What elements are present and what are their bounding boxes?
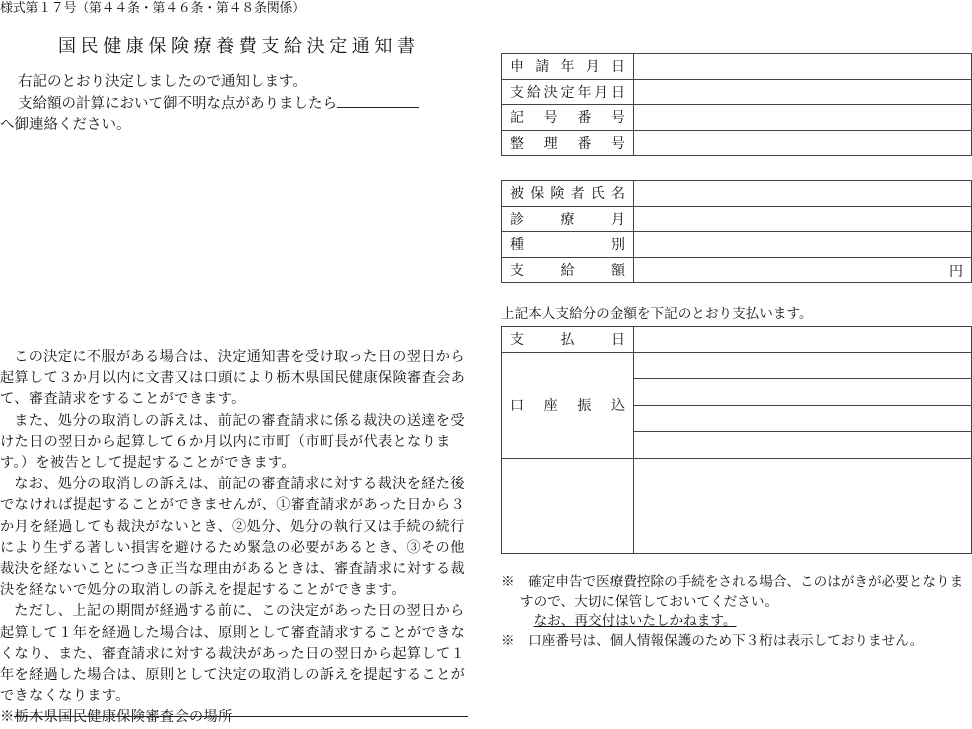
reference-number-field[interactable] [634,130,972,156]
intro-line-2-text: 支給額の計算において御不明な点がありましたら [18,96,337,112]
extra-value-field[interactable] [634,458,972,553]
label-char: 請 [535,59,550,76]
appeal-paragraph-1: この決定に不服がある場合は、決定通知書を受け取った日の翌日から起算して３か月以内に文書又は口頭により栃木県国民健康保険審査会あて、審査請求をすることができます。 [0,349,466,408]
label-char: 決 [543,84,558,101]
appeal-paragraph-2: また、処分の取消しの訴えは、前記の審査請求に係る裁決の送達を受けた日の翌日から起算して６か月以内に市町（市町長が代表となります。）を被告として提起することができます。 [0,412,465,472]
bank-transfer-cell [634,352,972,458]
intro-line-3: へ御連絡ください。 [0,117,131,133]
decision-date-field[interactable] [634,79,972,105]
table-row [502,206,972,232]
label-char: 額 [611,262,625,279]
treatment-month-field[interactable] [634,206,972,232]
row-label [502,181,634,207]
benefit-info-table [501,180,972,283]
intro-line-2 [0,93,480,115]
label-char: 申 [510,59,524,76]
label-char: 番 [577,110,592,127]
label-char: 支 [510,332,524,349]
table-row [502,327,972,353]
notes-section [501,573,972,651]
table-row [502,232,972,258]
label-char: 別 [611,237,625,254]
yen-unit: 円 [949,263,963,280]
row-label [502,327,634,353]
form-number: 様式第１７号（第４４条・第４６条・第４８条関係） [0,1,305,16]
benefit-amount-field[interactable] [634,257,972,283]
row-label [502,105,634,131]
label-char: 月 [611,211,625,228]
label-char: 払 [560,332,575,349]
label-char: 給 [560,262,575,279]
label-char: 日 [610,84,625,101]
label-char: 支 [510,84,524,101]
label-char: 記 [510,110,524,127]
table-row [502,54,972,80]
label-char: 号 [610,110,625,127]
label-char: 支 [510,262,524,279]
document-title: 国民健康保険療養費支給決定通知書 [58,36,420,57]
appeal-paragraph-3: なお、処分の取消しの訴えは、前記の審査請求に対する裁決を経た後でなければ提起することができませんが、①審査請求があった日から３か月を経過しても裁決がないとき、②処分、処分の執行又は手続の続行により生ずる著しい損害を避けるため緊急の必要があるとき、③その他裁決を経ないことにつき正当な理由があるときは、審査請求に対する裁決を経ないで処分の取消しの訴えを提起することができます。 [0,476,466,599]
bank-transfer-line-3[interactable] [634,406,971,433]
label-char: 理 [543,135,558,152]
note-1-reissue: なお、再交付はいたしかねます。 [533,613,737,629]
note-2: ※ 口座番号は、個人情報保護のため下３桁は表示しておりません。 [501,632,924,649]
venue-label: ※栃木県国民健康保険審査会の場所 [0,709,233,726]
insured-name-field[interactable] [634,181,972,207]
label-char: 診 [510,211,524,228]
bank-transfer-line-2[interactable] [634,379,971,406]
application-date-field[interactable] [634,54,972,80]
label-char: 座 [543,398,558,414]
label-char: 者 [570,186,585,203]
payment-caption: 上記本人支給分の金額を下記のとおり支払います。 [501,306,813,322]
label-char: 日 [611,332,625,349]
appeal-paragraph-4: ただし、上記の期間が経過する前に、この決定があった日の翌日から起算して１年を経過した場合は、原則として審査請求することができなくなり、また、審査請求に対する裁決があった日の翌日から起算して１年を経過した場合は、原則として決定の取消しの訴えを提起することができなくなります。 [0,603,466,705]
appeal-notice [0,347,476,729]
label-char: 込 [610,398,625,414]
label-char: 年 [560,59,575,76]
table-row [502,105,972,131]
category-field[interactable] [634,232,972,258]
row-label [502,206,634,232]
label-char: 保 [530,186,545,203]
label-char: 号 [543,110,558,127]
intro-line-1: 右記のとおり決定しましたので通知します。 [18,74,307,90]
row-label [502,352,634,458]
table-row [502,458,972,553]
label-char: 月 [594,84,609,101]
label-char: 整 [510,135,524,152]
label-char: 口 [510,398,524,414]
label-char: 名 [610,186,625,203]
label-char: 号 [610,135,625,152]
table-row [502,257,972,283]
intro-text [0,72,480,136]
table-row [502,352,972,458]
application-info-table [501,53,972,156]
label-char: 日 [611,59,625,76]
row-label [502,130,634,156]
label-char: 険 [550,186,565,203]
label-char: 給 [526,84,541,101]
table-row [502,181,972,207]
extra-label-cell [502,458,634,553]
label-char: 定 [560,84,575,101]
payment-date-field[interactable] [634,327,972,353]
row-label [502,79,634,105]
label-char: 番 [577,135,592,152]
label-char: 種 [510,237,524,254]
label-char: 療 [560,211,575,228]
contact-blank-field[interactable] [337,93,419,108]
table-row [502,79,972,105]
label-char: 年 [577,84,592,101]
bank-transfer-line-4[interactable] [634,432,971,458]
label-char: 月 [585,59,600,76]
row-label [502,232,634,258]
label-char: 振 [577,398,592,414]
venue-blank-field[interactable] [14,716,468,717]
row-label [502,54,634,80]
label-char: 氏 [590,186,605,203]
table-row [502,130,972,156]
bank-transfer-line-1[interactable] [634,353,971,380]
note-1-reissue-wrap [501,612,972,632]
row-label [502,257,634,283]
note-1: ※ 確定申告で医療費控除の手続をされる場合、このはがきが必要となりますので、大切に保管しておいてください。 [501,574,964,610]
payment-table [501,326,972,554]
label-char: 被 [510,186,524,203]
symbol-number-field[interactable] [634,105,972,131]
